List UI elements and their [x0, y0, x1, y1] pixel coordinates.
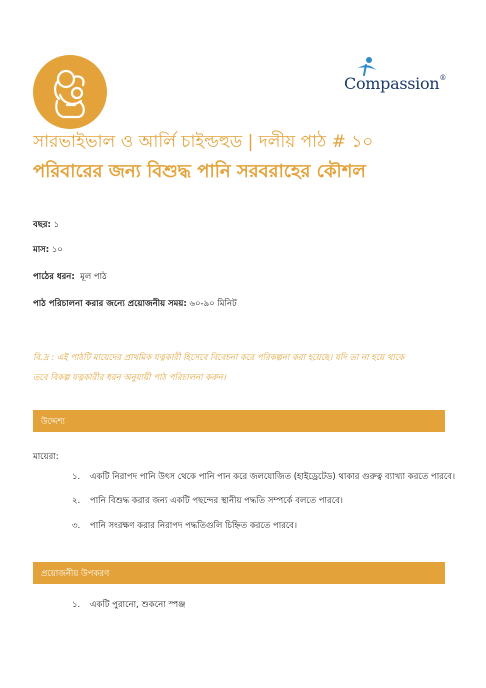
meta-month-value: ১০	[51, 245, 63, 255]
list-item-number: ৩.	[72, 521, 81, 531]
meta-month	[33, 243, 63, 257]
objectives-heading-bar	[33, 410, 445, 432]
page-title-lesson: পরিবারের জন্য বিশুদ্ধ পানি সরবরাহের কৌশল	[33, 161, 366, 182]
list-item-text: একটি পুরানো, শুকনো স্পঞ্জ	[90, 600, 186, 610]
meta-lesson-type	[33, 270, 107, 284]
meta-month-label: মাস:	[33, 245, 50, 255]
registered-mark: ®	[439, 74, 447, 82]
compassion-figure-icon	[356, 56, 378, 76]
list-item-text: একটি নিরাপদ পানি উৎস থেকে পানি পান করে জলযোজিত (হাইড্রেটেড) থাকার গুরুত্ব ব্যাখ্যা করতে পারবে।	[90, 472, 456, 482]
compassion-logo	[344, 56, 448, 100]
materials-heading: প্রয়োজনীয় উপকরণ	[41, 569, 110, 579]
list-item-number: ২.	[72, 496, 81, 506]
meta-lesson-type-label: পাঠের ধরন:	[33, 272, 75, 282]
objectives-intro: মায়েরা:	[33, 452, 59, 462]
meta-year-label: বছর:	[33, 220, 51, 230]
mother-child-icon	[33, 55, 107, 129]
objectives-heading: উদ্দেশ্য	[41, 417, 65, 427]
page-title-series: সারভাইভাল ও আর্লি চাইল্ডহুড | দলীয় পাঠ # ১০	[33, 132, 374, 152]
list-item-text: পানি সংরক্ষণ করার নিরাপদ পদ্ধতিগুলি চিহ্নিত করতে পারবে।	[90, 521, 298, 531]
logo-badge	[33, 55, 107, 129]
meta-duration-value: ৬০-৯০ মিনিট	[189, 299, 237, 309]
list-item-number: ১.	[72, 600, 81, 610]
list-item-text: পানি বিশুদ্ধ করার জন্য একটি পছন্দের স্থানীয় পদ্ধতি সম্পর্কে বলতে পারবে।	[90, 496, 343, 506]
meta-lesson-type-value: মূল পাঠ	[80, 272, 107, 282]
note-line-2: তবে বিকল্প যত্নকারীর ধরন অনুযায়ী পাঠ পরিচালনা করুন।	[33, 373, 226, 383]
note-line-1: বি.দ্র : এই পাঠটি মায়েদের প্রাথমিক যত্নকারী হিসেবে বিবেচনা করে পরিকল্পনা করা হয়েছে। যদি তা না হয়ে থাকে	[33, 353, 405, 363]
meta-duration-label: পাঠ পরিচালনা করার জন্যে প্রয়োজনীয় সময়:	[33, 299, 187, 309]
lesson-note	[33, 348, 453, 388]
meta-year-value: ১	[53, 220, 60, 230]
brand-name: Compassion	[344, 74, 440, 93]
materials-heading-bar	[33, 562, 445, 584]
list-item-number: ১.	[72, 472, 81, 482]
meta-duration	[33, 297, 237, 311]
meta-year	[33, 218, 59, 232]
